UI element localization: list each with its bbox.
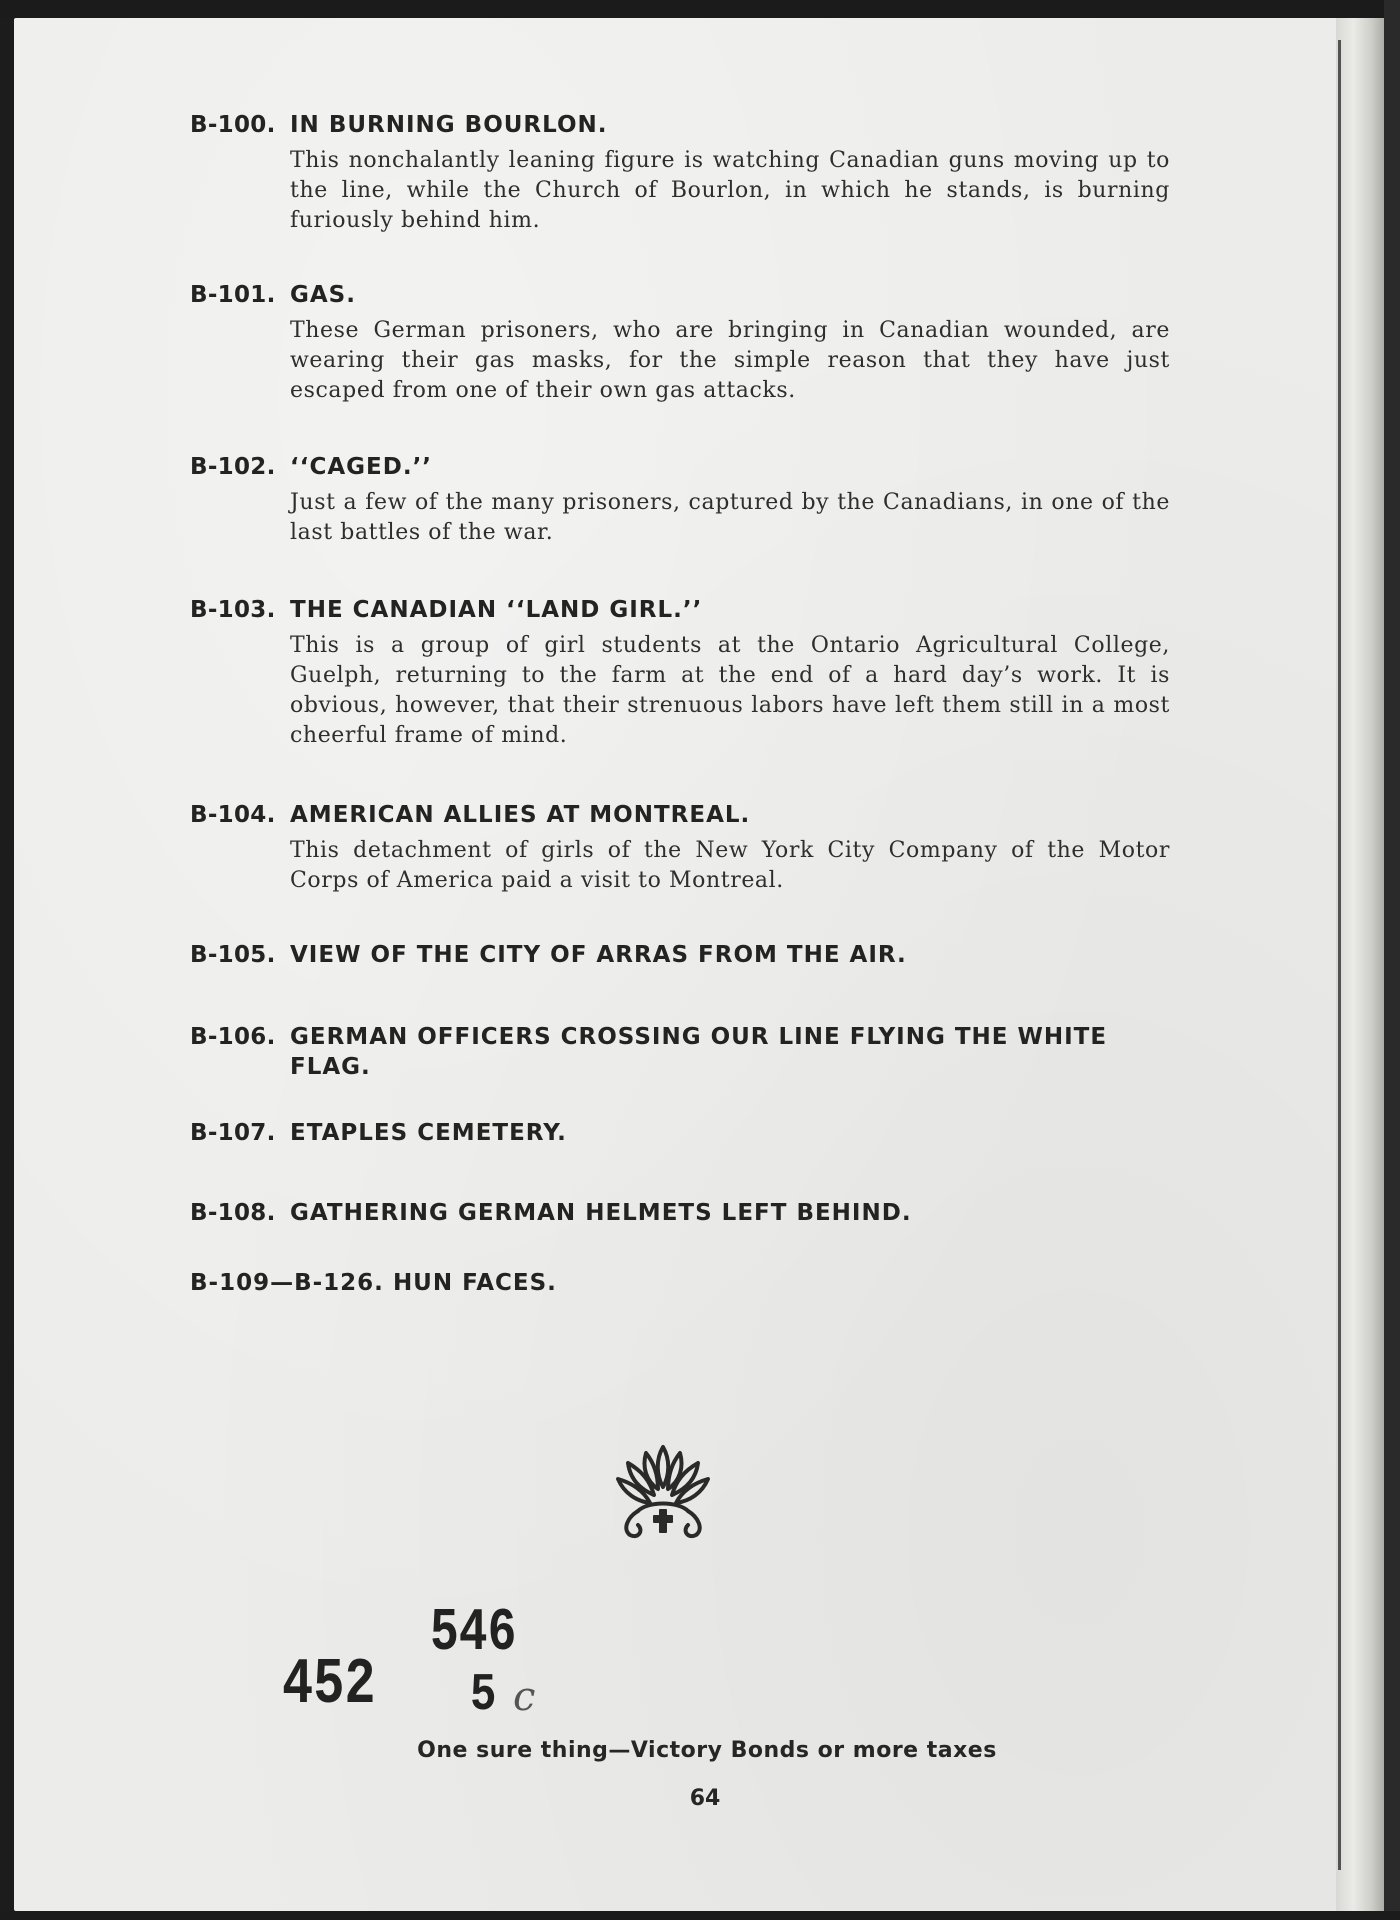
catalog-entry (190, 1022, 1170, 1082)
entry-number: B-107. (190, 1120, 276, 1146)
stamp-number-middle: 5 (470, 1666, 497, 1726)
entry-heading (190, 595, 1170, 625)
entry-heading (190, 800, 1170, 830)
entry-number: B-101. (190, 282, 276, 308)
entry-description: This nonchalantly leaning figure is watching Canadian guns moving up to the line, while the Church of Bourlon, in which he stands, is burning furiously behind him. (290, 148, 1170, 233)
footer-slogan: One sure thing—Victory Bonds or more taxes (417, 1738, 997, 1763)
entry-heading (190, 110, 1170, 140)
catalog-entry (190, 940, 1170, 970)
entry-description: These German prisoners, who are bringing in Canadian wounded, are wearing their gas masks, for the simple reason that they have just escaped from one of their own gas attacks. (290, 318, 1170, 403)
entry-heading (190, 940, 1170, 970)
entry-title: HUN FACES. (392, 1270, 557, 1296)
catalog-entry (190, 452, 1170, 548)
entry-title: AMERICAN ALLIES AT MONTREAL. (290, 802, 751, 828)
entry-title: IN BURNING BOURLON. (290, 112, 608, 138)
catalog-entry (190, 1268, 1170, 1298)
stamp-number-left: 452 (282, 1648, 376, 1722)
catalog-entry (190, 110, 1170, 236)
catalog-entry (190, 280, 1170, 406)
entry-number: B-106. (190, 1024, 276, 1050)
entry-heading (190, 1022, 1170, 1082)
entry-number: B-103. (190, 597, 276, 623)
entry-heading (190, 452, 1170, 482)
catalog-entry (190, 595, 1170, 751)
entry-description: Just a few of the many prisoners, captured by the Canadians, in one of the last battles of the war. (290, 490, 1170, 545)
stamp-number-top: 546 (430, 1600, 517, 1668)
entry-title: VIEW OF THE CITY OF ARRAS FROM THE AIR. (290, 942, 907, 968)
entry-number: B-102. (190, 454, 276, 480)
entry-title: ‘‘CAGED.’’ (290, 454, 433, 480)
entry-number: B-100. (190, 112, 276, 138)
entry-title: ETAPLES CEMETERY. (290, 1120, 567, 1146)
entry-number: B-109—B-126. (190, 1270, 384, 1296)
catalog-entry (190, 800, 1170, 896)
entry-title: THE CANADIAN ‘‘LAND GIRL.’’ (290, 597, 703, 623)
entry-heading (190, 1268, 1170, 1298)
catalog-entry (190, 1118, 1170, 1148)
floral-ornament-icon (608, 1435, 718, 1545)
entry-number: B-105. (190, 942, 276, 968)
entry-title: GERMAN OFFICERS CROSSING OUR LINE FLYING THE WHITE FLAG. (290, 1024, 1108, 1080)
entry-heading (190, 280, 1170, 310)
entry-number: B-104. (190, 802, 276, 828)
entry-heading (190, 1198, 1170, 1228)
entry-title: GAS. (290, 282, 356, 308)
entry-description: This is a group of girl students at the Ontario Agricultural College, Guelph, returning to the farm at the end of a hard day’s work. It is obvious, however, that their strenuous labors have left them still in a most cheerful frame of mind. (290, 633, 1170, 748)
entry-description: This detachment of girls of the New York City Company of the Motor Corps of America paid a visit to Montreal. (290, 838, 1170, 893)
page-number: 64 (689, 1786, 721, 1811)
handwritten-mark: c (513, 1674, 536, 1720)
entry-heading (190, 1118, 1170, 1148)
entry-number: B-108. (190, 1200, 276, 1226)
entry-title: GATHERING GERMAN HELMETS LEFT BEHIND. (290, 1200, 912, 1226)
catalog-entry (190, 1198, 1170, 1228)
